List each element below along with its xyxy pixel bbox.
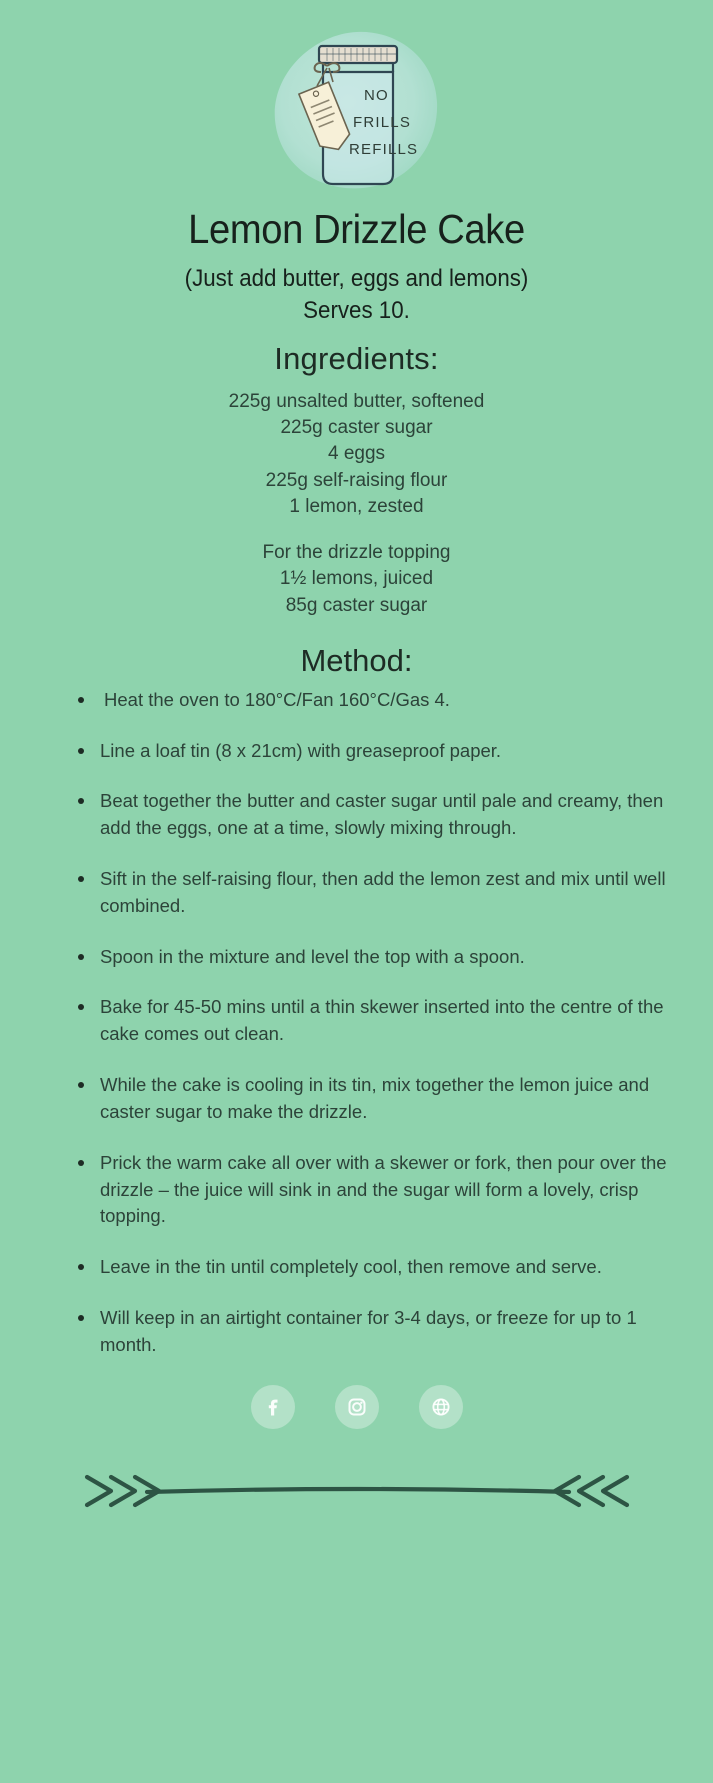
method-step: Spoon in the mixture and level the top with a spoon. [78,944,675,971]
method-step: While the cake is cooling in its tin, mix together the lemon juice and caster sugar to make the drizzle. [78,1072,675,1126]
method-step: Bake for 45-50 mins until a thin skewer inserted into the centre of the cake comes out clean. [78,994,675,1048]
ingredients-heading: Ingredients: [274,341,439,376]
ingredient-item: 4 eggs [327,443,386,465]
ingredient-item: 225g caster sugar [280,417,433,439]
ingredient-item: 1 lemon, zested [289,495,424,517]
svg-text:NO: NO [363,87,389,104]
instagram-icon[interactable] [335,1385,379,1429]
svg-text:FRILLS: FRILLS [352,114,411,131]
method-step: Sift in the self-raising flour, then add the lemon zest and mix until well combined. [78,866,675,920]
website-globe-icon[interactable] [419,1385,463,1429]
social-links [0,1385,713,1429]
topping-item: 85g caster sugar [285,594,428,616]
svg-text:REFILLS: REFILLS [348,141,418,158]
method-heading: Method: [300,642,413,678]
divider-container [0,1465,713,1517]
method-step: Line a loaf tin (8 x 21cm) with greaseproof paper. [78,738,675,765]
method-step: Beat together the butter and caster sugar until pale and creamy, then add the eggs, one at a time, slowly mixing through. [78,788,675,842]
double-arrow-divider [77,1465,637,1517]
spacer [0,520,713,540]
ingredient-item: 225g self-raising flour [265,469,448,491]
method-step: Leave in the tin until completely cool, then remove and serve. [78,1254,675,1281]
topping-item: 1½ lemons, juiced [279,568,434,590]
method-step: Heat the oven to 180°C/Fan 160°C/Gas 4. [78,687,675,714]
ingredient-item: 225g unsalted butter, softened [228,391,485,412]
page-title: Lemon Drizzle Cake [188,206,525,252]
ingredients-list [0,389,713,619]
recipe-subtitle: (Just add butter, eggs and lemons) [184,265,529,292]
method-step: Prick the warm cake all over with a skewer or fork, then pour over the drizzle – the juice will sink in and the sugar will form a lovely, crisp topping. [78,1150,675,1230]
no-frills-refills-jar-logo [267,24,447,196]
serves-text: Serves 10. [303,297,410,324]
drizzle-topping-heading: For the drizzle topping [262,542,451,564]
method-steps-list [0,687,713,1359]
method-step: Will keep in an airtight container for 3-4 days, or freeze for up to 1 month. [78,1305,675,1359]
facebook-icon[interactable] [251,1385,295,1429]
logo-container [0,0,713,196]
